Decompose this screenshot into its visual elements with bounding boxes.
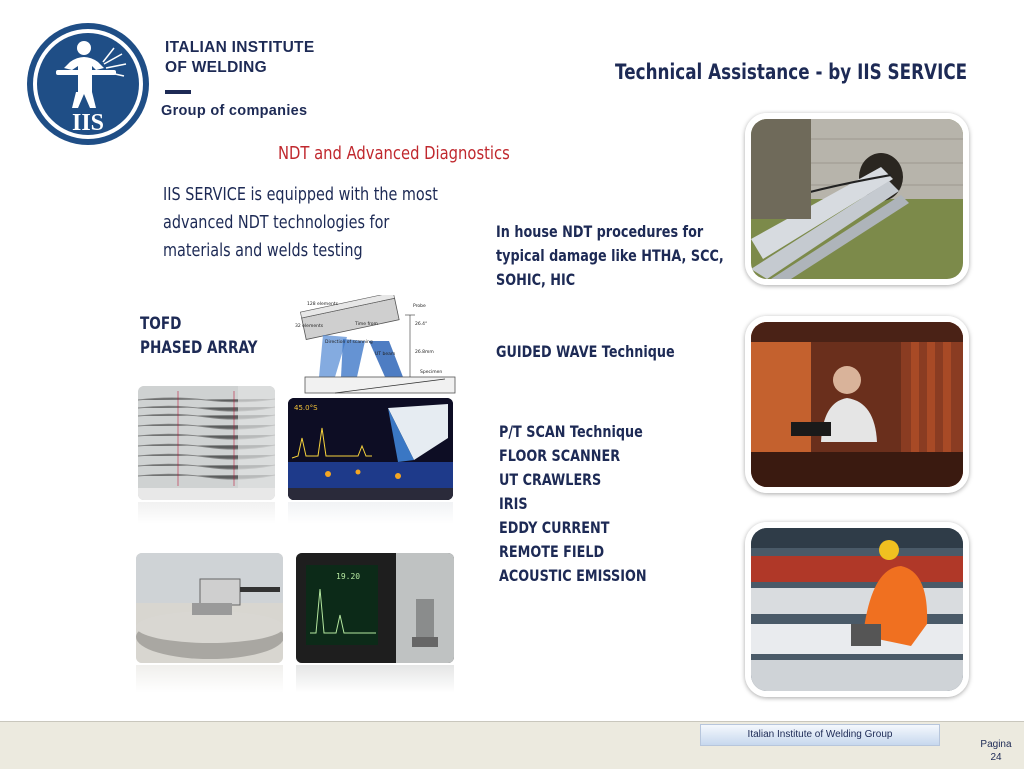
logo-divider [165,90,191,94]
procedures-line1: In house NDT procedures for [496,222,704,241]
diagram-label-specimen: Specimen [420,370,443,375]
detector-readout: 19.20 [336,572,361,581]
flaw-detector-reflection [296,665,454,693]
page-number-block [972,738,1020,764]
phased-array-label: PHASED ARRAY [140,338,258,358]
pa-reflection [288,502,453,524]
diagram-label-ut-beam: UT beam [375,352,396,357]
technique-item: EDDY CURRENT [499,518,610,537]
technique-item: IRIS [499,494,528,513]
phased-array-screen-image [288,398,453,500]
technique-item: REMOTE FIELD [499,542,605,561]
pa-angle-readout: 45.0°S [294,404,318,412]
intro-line2: advanced NDT technologies for [163,212,390,233]
guided-wave-pipe-photo [745,522,969,697]
diagram-label-128-elements: 128 elements [307,302,338,307]
phased-array-diagram [285,295,465,400]
ut-probe-reflection [136,665,283,693]
procedures-text [496,220,724,292]
tofd-phased-array-label [140,312,258,360]
technique-item: UT CRAWLERS [499,470,602,489]
intro-line1: IIS SERVICE is equipped with the most [163,184,438,205]
pipe-inspection-photo [745,113,969,285]
ut-probe-photo [136,553,283,663]
procedures-line3: SOHIC, HIC [496,270,576,289]
tofd-scan-image [138,386,275,500]
techniques-list [499,420,647,588]
tofd-reflection [138,502,275,524]
intro-line3: materials and welds testing [163,240,363,261]
page-number: 24 [990,752,1002,763]
footer-group-name: Italian Institute of Welding Group [700,724,940,746]
tofd-label: TOFD [140,314,182,334]
diagram-label-time-from: Time from [355,322,378,327]
org-name [165,38,314,78]
intro-paragraph [163,181,438,265]
procedures-line2: typical damage like HTHA, SCC, [496,246,724,265]
technique-item: ACOUSTIC EMISSION [499,566,647,585]
org-name-line2: OF WELDING [165,59,268,76]
welder-emblem-icon [26,22,150,146]
logo-text: IIS [71,110,105,136]
org-name-line1: ITALIAN INSTITUTE [165,39,315,56]
diagram-label-direction: Direction of scanning [325,340,373,345]
diagram-label-probe: Probe [413,304,426,309]
furnace-inspection-photo [745,316,969,493]
intro-heading: NDT and Advanced Diagnostics [278,143,510,164]
group-line: Group of companies [161,103,308,119]
iis-logo [26,22,150,146]
diagram-label-32-elements: 32 elements [295,324,324,329]
diagram-label-depth: 26.8mm [415,350,434,355]
technique-item: P/T SCAN Technique [499,422,643,441]
diagram-label-angle: 26.4° [415,322,428,327]
page-title: Technical Assistance - by IIS SERVICE [615,60,968,84]
technique-item: FLOOR SCANNER [499,446,621,465]
page-label: Pagina [980,739,1012,750]
flaw-detector-photo [296,553,454,663]
guided-wave-label: GUIDED WAVE Technique [496,342,675,361]
